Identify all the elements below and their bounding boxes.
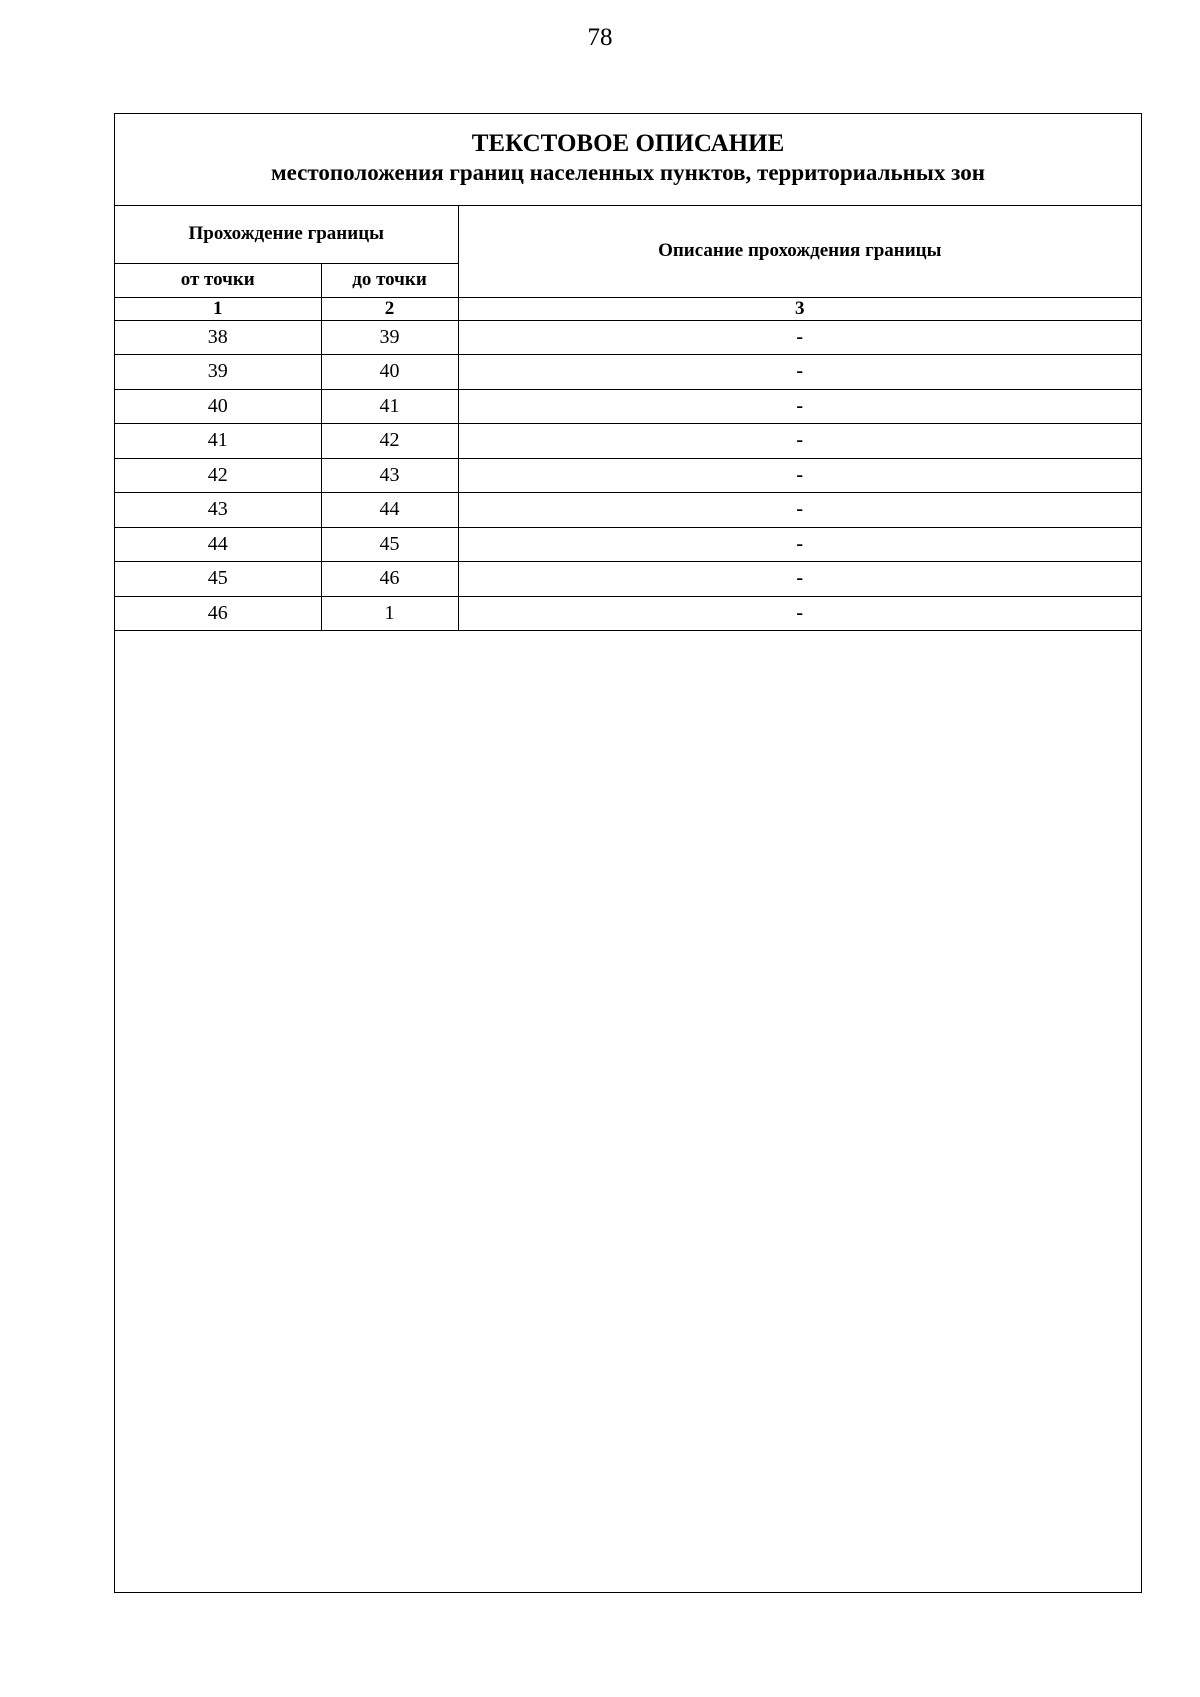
to-point-cell: 46 bbox=[321, 562, 458, 597]
header-description: Описание прохождения границы bbox=[458, 206, 1141, 297]
table-row bbox=[115, 424, 1141, 459]
description-cell: - bbox=[458, 424, 1141, 459]
title-block bbox=[115, 114, 1141, 206]
from-point-cell: 46 bbox=[115, 596, 321, 631]
document-title: ТЕКСТОВОЕ ОПИСАНИЕ bbox=[471, 130, 785, 157]
header-from-point: от точки bbox=[115, 263, 321, 297]
to-point-cell: 39 bbox=[321, 320, 458, 355]
table-row bbox=[115, 320, 1141, 355]
table-row bbox=[115, 527, 1141, 562]
to-point-cell: 45 bbox=[321, 527, 458, 562]
from-point-cell: 39 bbox=[115, 355, 321, 390]
document-frame bbox=[114, 113, 1142, 1593]
description-cell: - bbox=[458, 596, 1141, 631]
from-point-cell: 41 bbox=[115, 424, 321, 459]
to-point-cell: 40 bbox=[321, 355, 458, 390]
page-number: 78 bbox=[587, 24, 613, 51]
to-point-cell: 41 bbox=[321, 389, 458, 424]
header-boundary-passage: Прохождение границы bbox=[115, 206, 458, 263]
header-col-number-1: 1 bbox=[115, 297, 321, 320]
description-cell: - bbox=[458, 458, 1141, 493]
table-row bbox=[115, 355, 1141, 390]
to-point-cell: 44 bbox=[321, 493, 458, 528]
boundary-table bbox=[115, 206, 1141, 631]
table-row bbox=[115, 389, 1141, 424]
description-cell: - bbox=[458, 527, 1141, 562]
table-row bbox=[115, 493, 1141, 528]
description-cell: - bbox=[458, 320, 1141, 355]
table-row bbox=[115, 458, 1141, 493]
from-point-cell: 40 bbox=[115, 389, 321, 424]
from-point-cell: 44 bbox=[115, 527, 321, 562]
header-to-point: до точки bbox=[321, 263, 458, 297]
document-subtitle: местоположения границ населенных пунктов, территориальных зон bbox=[271, 160, 985, 185]
table-row bbox=[115, 562, 1141, 597]
from-point-cell: 38 bbox=[115, 320, 321, 355]
description-cell: - bbox=[458, 562, 1141, 597]
header-col-number-3: 3 bbox=[458, 297, 1141, 320]
description-cell: - bbox=[458, 493, 1141, 528]
table-row bbox=[115, 596, 1141, 631]
description-cell: - bbox=[458, 389, 1141, 424]
from-point-cell: 42 bbox=[115, 458, 321, 493]
from-point-cell: 45 bbox=[115, 562, 321, 597]
from-point-cell: 43 bbox=[115, 493, 321, 528]
to-point-cell: 1 bbox=[321, 596, 458, 631]
header-col-number-2: 2 bbox=[321, 297, 458, 320]
to-point-cell: 43 bbox=[321, 458, 458, 493]
description-cell: - bbox=[458, 355, 1141, 390]
to-point-cell: 42 bbox=[321, 424, 458, 459]
